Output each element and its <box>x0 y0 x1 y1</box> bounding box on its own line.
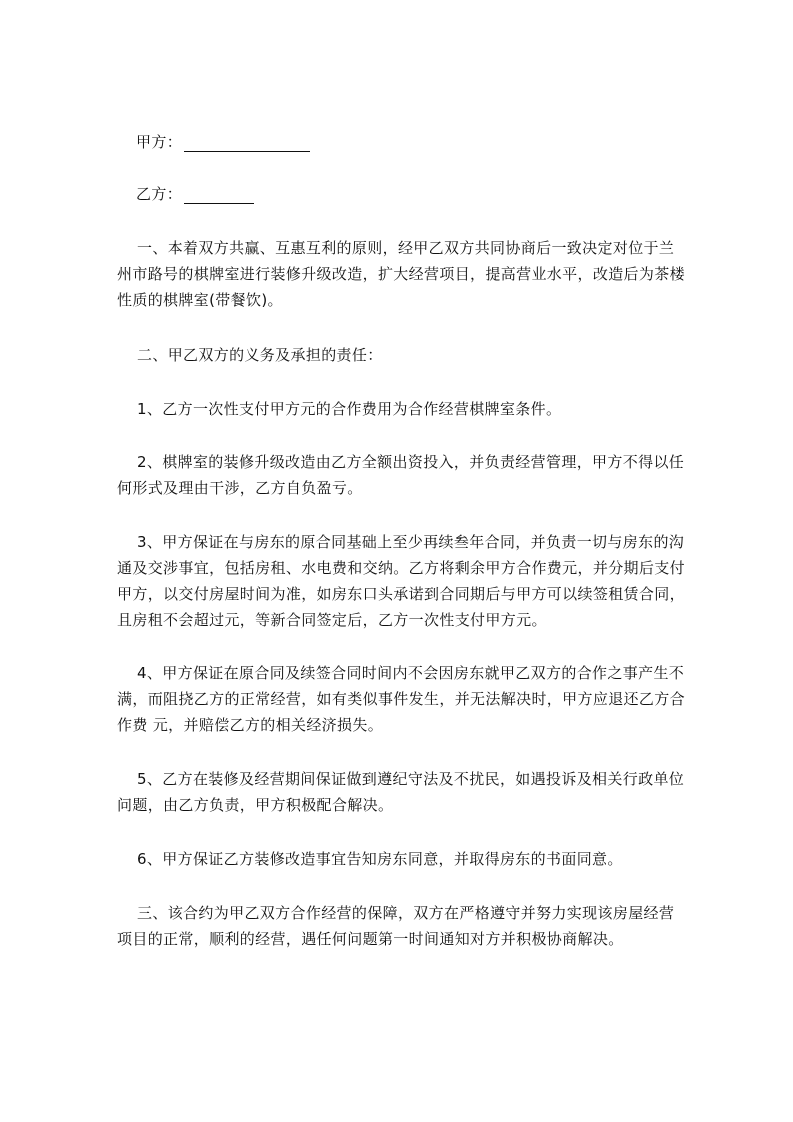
paragraph-line: 一、本着双方共赢、互惠互利的原则，经甲乙双方共同协商后一致决定对位于兰 <box>137 239 675 257</box>
paragraph-line: 何形式及理由干涉，乙方自负盈亏。 <box>117 479 363 497</box>
paragraph-line: 作费 元，并赔偿乙方的相关经济损失。 <box>117 716 384 734</box>
party-b-blank <box>184 187 254 204</box>
paragraph-line: 5、乙方在装修及经营期间保证做到遵纪守法及不扰民，如遇投诉及相关行政单位 <box>137 770 685 788</box>
paragraph-line: 项目的正常，顺利的经营，遇任何问题第一时间通知对方并积极协商解决。 <box>117 930 624 948</box>
party-a-line <box>136 132 310 152</box>
paragraph-line: 三、该合约为甲乙双方合作经营的保障，双方在严格遵守并努力实现该房屋经营 <box>137 904 675 922</box>
paragraph-line: 且房租不会超过元，等新合同签定后，乙方一次性支付甲方元。 <box>117 611 547 629</box>
party-b-label: 乙方： <box>136 185 183 203</box>
party-b-line <box>136 184 254 204</box>
paragraph-line: 通及交涉事宜，包括房租、水电费和交纳。乙方将剩余甲方合作费元，并分期后支付 <box>117 559 685 577</box>
party-a-label: 甲方： <box>136 133 183 151</box>
paragraph-line: 6、甲方保证乙方装修改造事宜告知房东同意，并取得房东的书面同意。 <box>137 850 623 868</box>
paragraph-line: 性质的棋牌室(带餐饮)。 <box>117 291 283 309</box>
paragraph-line: 问题，由乙方负责，甲方积极配合解决。 <box>117 796 394 814</box>
paragraph-line: 1、乙方一次性支付甲方元的合作费用为合作经营棋牌室条件。 <box>137 400 562 418</box>
paragraph-line: 2、棋牌室的装修升级改造由乙方全额出资投入，并负责经营管理，甲方不得以任 <box>137 453 685 471</box>
paragraph-line: 4、甲方保证在原合同及续签合同时间内不会因房东就甲乙双方的合作之事产生不 <box>137 664 685 682</box>
paragraph-line: 州市路号的棋牌室进行装修升级改造，扩大经营项目，提高营业水平，改造后为茶楼 <box>117 265 685 283</box>
party-a-blank <box>184 135 310 152</box>
paragraph-line: 甲方，以交付房屋时间为准，如房东口头承诺到合同期后与甲方可以续签租赁合同， <box>117 585 685 603</box>
paragraph-line: 满，而阻挠乙方的正常经营，如有类似事件发生，并无法解决时，甲方应退还乙方合 <box>117 690 685 708</box>
paragraph-line: 3、甲方保证在与房东的原合同基础上至少再续叁年合同，并负责一切与房东的沟 <box>137 533 685 551</box>
section-2-title: 二、甲乙双方的义务及承担的责任： <box>137 346 383 364</box>
